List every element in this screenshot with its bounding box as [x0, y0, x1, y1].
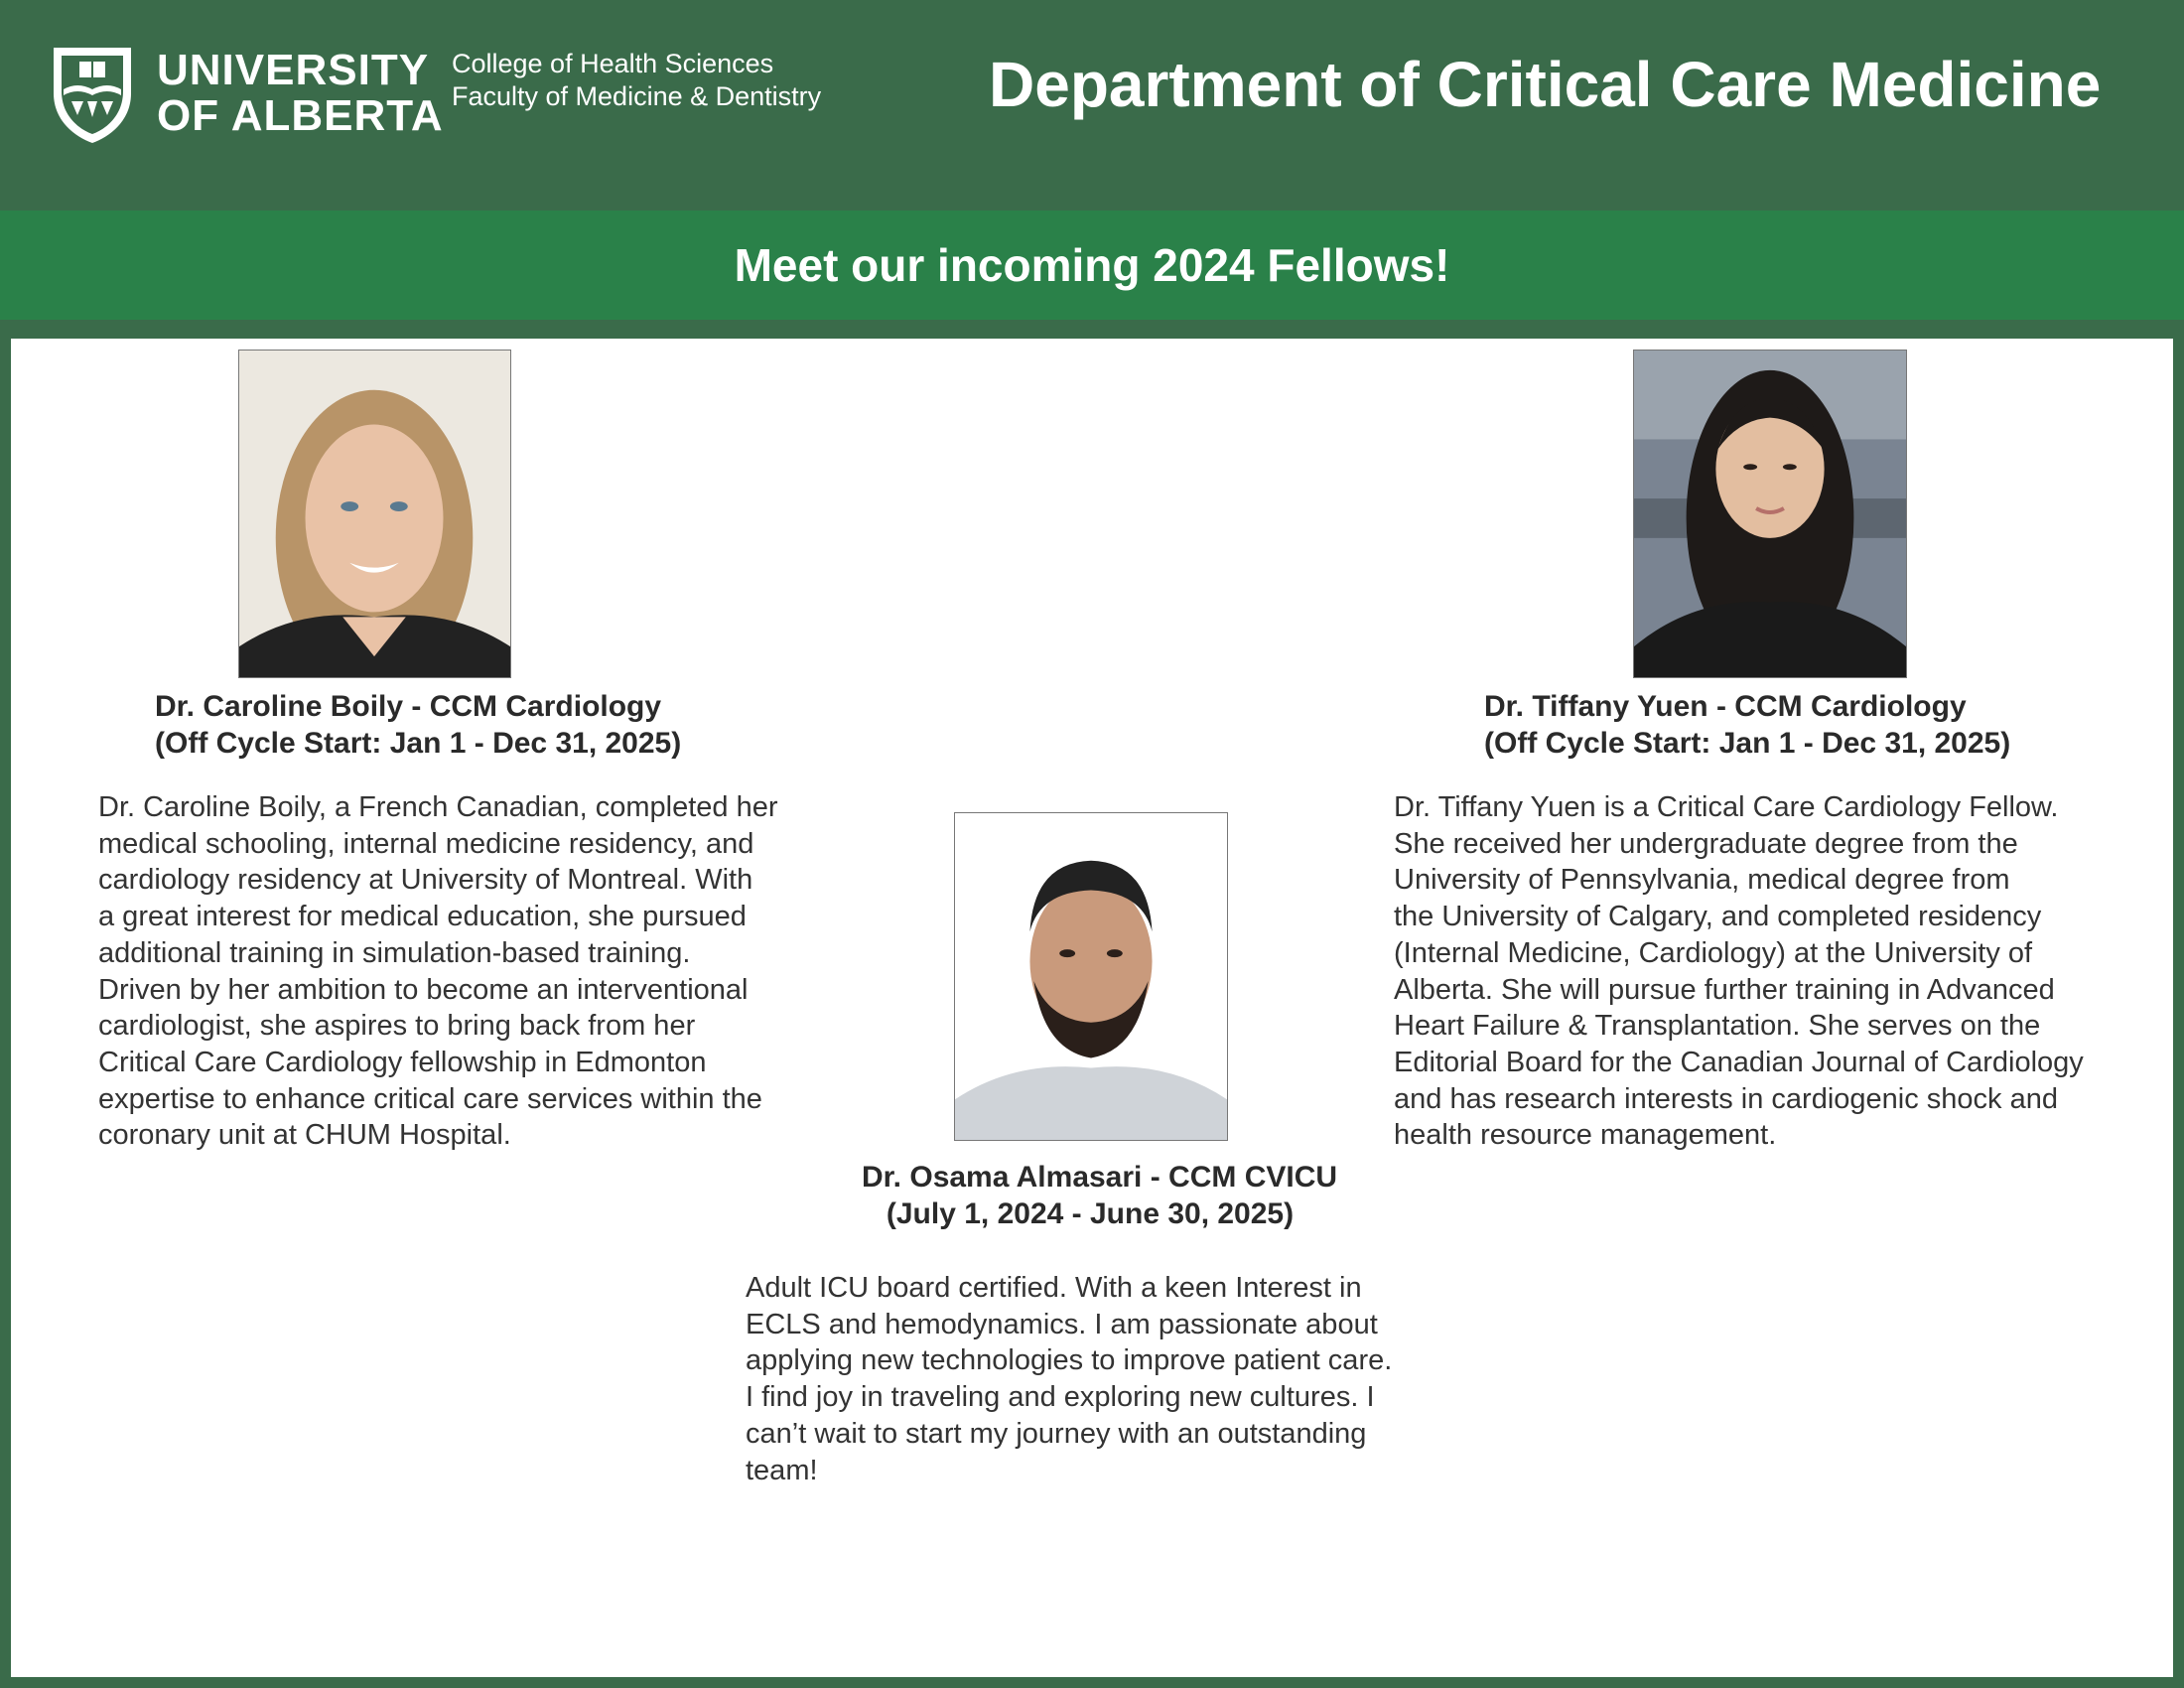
bio-line: Alberta. She will pursue further training in Advanced	[1394, 973, 2055, 1006]
content-panel	[11, 339, 2173, 1677]
fellow-name-caroline	[155, 688, 681, 762]
bio-line: coronary unit at CHUM Hospital.	[98, 1119, 511, 1152]
fellow-dates-line: (Off Cycle Start: Jan 1 - Dec 31, 2025)	[155, 727, 682, 760]
bio-line: (Internal Medicine, Cardiology) at the University of	[1394, 936, 2033, 969]
bio-line: can’t wait to start my journey with an outstanding	[746, 1417, 1367, 1450]
header-bar	[0, 0, 2184, 211]
fellow-bio-osama	[746, 1270, 1392, 1488]
bio-line: health resource management.	[1394, 1119, 1777, 1152]
college-block	[452, 48, 821, 113]
university-line-1: UNIVERSITY	[157, 46, 430, 94]
bio-line: team!	[746, 1454, 818, 1486]
fellow-name-line: Dr. Osama Almasari - CCM CVICU	[862, 1161, 1338, 1194]
bio-line: cardiology residency at University of Montreal. With	[98, 864, 753, 897]
bio-line: ECLS and hemodynamics. I am passionate about	[746, 1308, 1378, 1340]
fellow-bio-tiffany	[1394, 789, 2084, 1154]
bio-line: and has research interests in cardiogenic shock and	[1394, 1082, 2058, 1115]
bio-line: University of Pennsylvania, medical degree from	[1394, 864, 2010, 897]
bio-line: Heart Failure & Transplantation. She serves on the	[1394, 1010, 2041, 1043]
bio-line: I find joy in traveling and exploring new cultures. I	[746, 1381, 1375, 1414]
bio-line: Dr. Caroline Boily, a French Canadian, completed her	[98, 791, 778, 823]
bio-line: medical schooling, internal medicine residency, and	[98, 827, 754, 860]
fellow-dates-line: (Off Cycle Start: Jan 1 - Dec 31, 2025)	[1484, 727, 2011, 760]
fellow-name-tiffany	[1484, 688, 2010, 762]
fellow-name-line: Dr. Tiffany Yuen - CCM Cardiology	[1484, 690, 1967, 723]
bio-line: a great interest for medical education, she pursued	[98, 901, 747, 933]
fellow-photo-osama	[954, 812, 1228, 1141]
fellow-name-osama	[862, 1159, 1338, 1232]
bio-line: Critical Care Cardiology fellowship in Edmonton	[98, 1046, 707, 1078]
bio-line: Driven by her ambition to become an interventional	[98, 973, 749, 1006]
university-shield-logo	[50, 42, 135, 145]
fellow-dates-line: (July 1, 2024 - June 30, 2025)	[886, 1197, 1295, 1230]
fellow-bio-caroline	[98, 789, 778, 1154]
bio-line: the University of Calgary, and completed residency	[1394, 901, 2042, 933]
bio-line: Adult ICU board certified. With a keen Interest in	[746, 1272, 1362, 1304]
bio-line: expertise to enhance critical care services within the	[98, 1082, 762, 1115]
fellow-name-line: Dr. Caroline Boily - CCM Cardiology	[155, 690, 662, 723]
bio-line: cardiologist, she aspires to bring back from her	[98, 1010, 696, 1043]
fellow-photo-tiffany	[1633, 350, 1907, 678]
bio-line: additional training in simulation-based training.	[98, 936, 691, 969]
fellow-photo-caroline	[238, 350, 511, 678]
banner-title: Meet our incoming 2024 Fellows!	[734, 239, 1450, 291]
bio-line: She received her undergraduate degree from the	[1394, 827, 2018, 860]
college-line-2: Faculty of Medicine & Dentistry	[452, 81, 822, 111]
department-title: Department of Critical Care Medicine	[989, 49, 2102, 120]
bio-line: Editorial Board for the Canadian Journal of Cardiology	[1394, 1046, 2084, 1078]
college-line-1: College of Health Sciences	[452, 49, 774, 78]
banner-bar	[0, 211, 2184, 320]
bio-line: Dr. Tiffany Yuen is a Critical Care Cardiology Fellow.	[1394, 791, 2059, 823]
university-line-2: OF ALBERTA	[157, 91, 444, 140]
bio-line: applying new technologies to improve patient care.	[746, 1344, 1393, 1377]
university-wordmark	[157, 48, 444, 139]
